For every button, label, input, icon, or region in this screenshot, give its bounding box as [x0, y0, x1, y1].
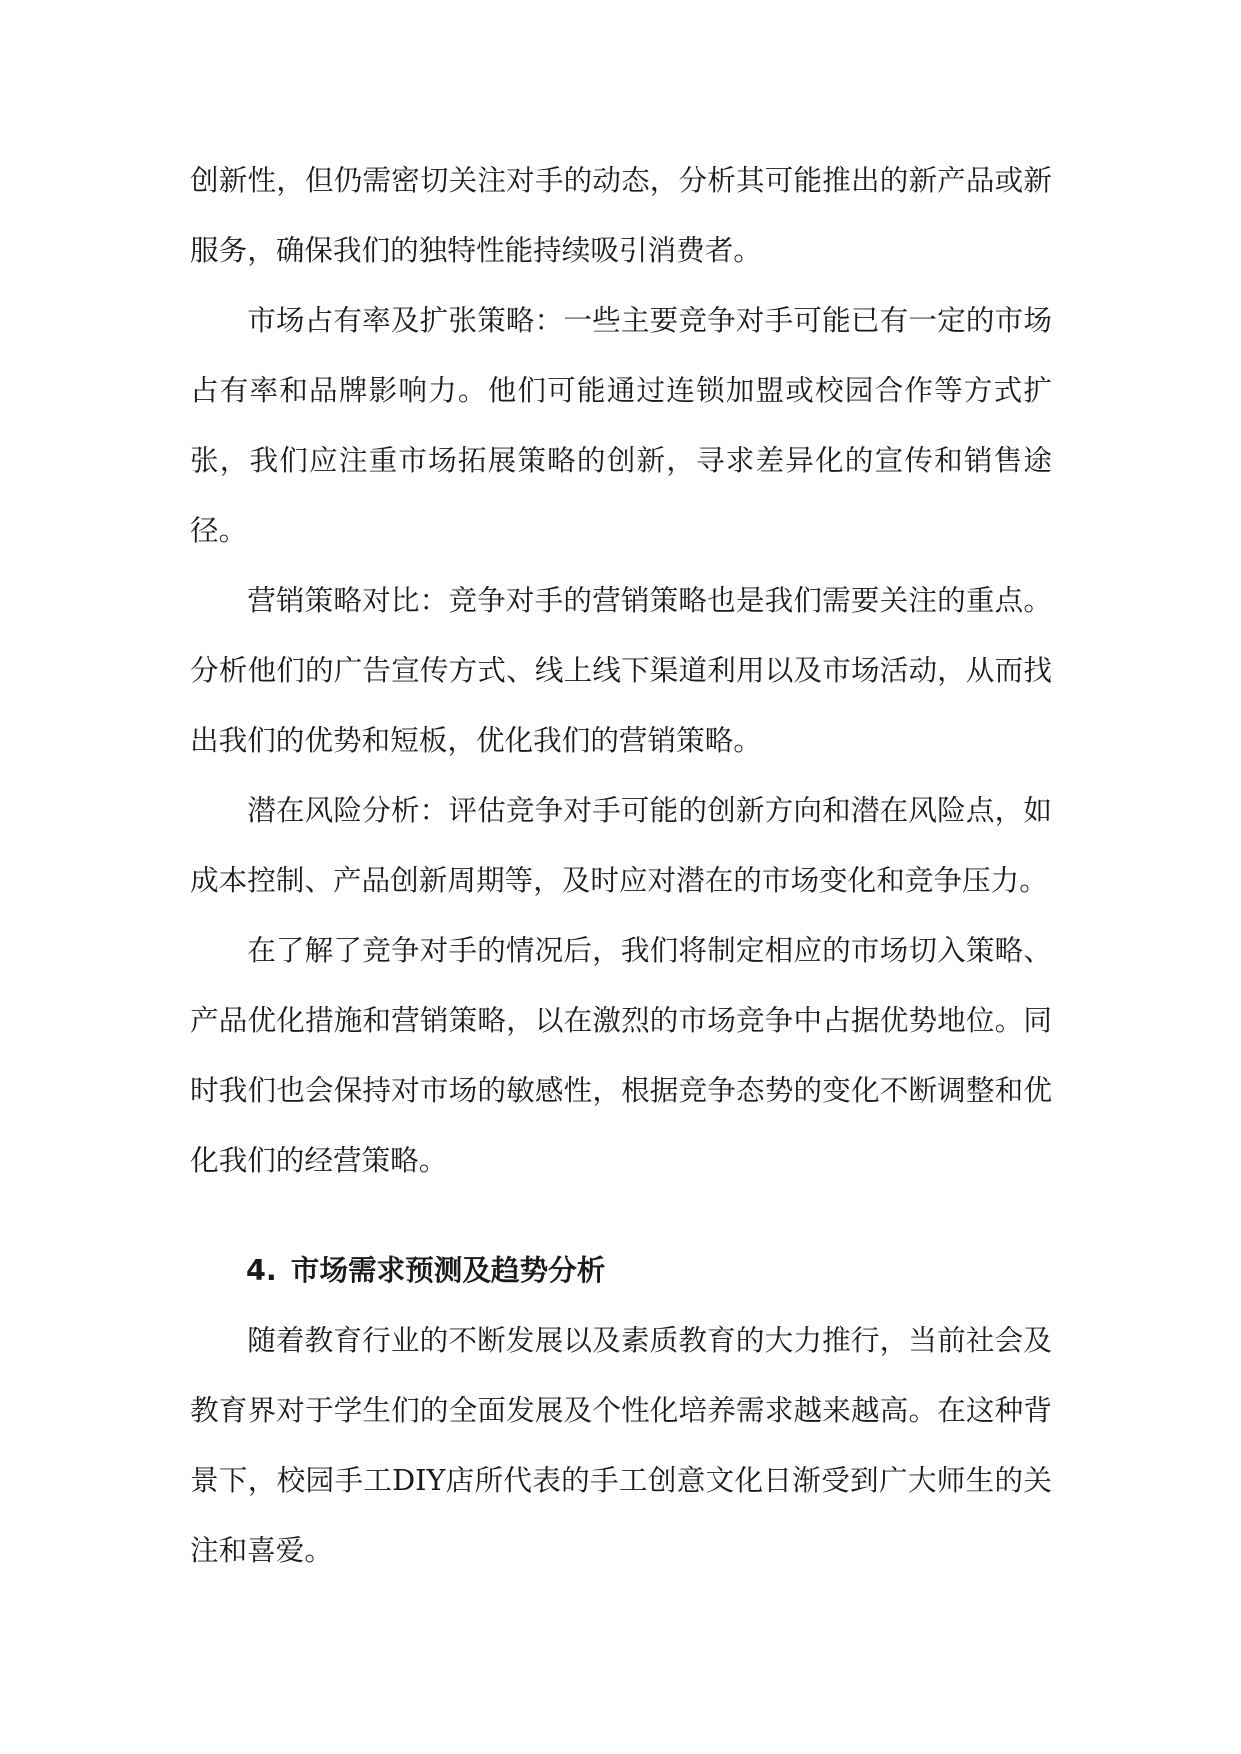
section-number: 4. [246, 1253, 277, 1287]
paragraph-demand-trend: 随着教育行业的不断发展以及素质教育的大力推行，当前社会及教育界对于学生们的全面发展及个性化培养需求越来越高。在这种背景下，校园手工DIY店所代表的手工创意文化日渐受到广大师生的关注和喜爱。 [190, 1323, 1052, 1567]
paragraph-continued: 创新性，但仍需密切关注对手的动态，分析其可能推出的新产品或新服务，确保我们的独特性能持续吸引消费者。 [190, 163, 1052, 267]
document-body [190, 145, 1052, 1585]
section-heading [190, 1235, 1052, 1305]
paragraph-market-share: 市场占有率及扩张策略：一些主要竞争对手可能已有一定的市场占有率和品牌影响力。他们可能通过连锁加盟或校园合作等方式扩张，我们应注重市场拓展策略的创新，寻求差异化的宣传和销售途径。 [190, 303, 1052, 547]
section-spacer [190, 1195, 1052, 1235]
paragraph-risk: 潜在风险分析：评估竞争对手可能的创新方向和潜在风险点，如成本控制、产品创新周期等，及时应对潜在的市场变化和竞争压力。 [190, 793, 1052, 897]
paragraph-marketing: 营销策略对比：竞争对手的营销策略也是我们需要关注的重点。分析他们的广告宣传方式、线上线下渠道利用以及市场活动，从而找出我们的优势和短板，优化我们的营销策略。 [190, 583, 1052, 757]
section-title: 市场需求预测及趋势分析 [290, 1253, 606, 1287]
paragraph-summary: 在了解了竞争对手的情况后，我们将制定相应的市场切入策略、产品优化措施和营销策略，以在激烈的市场竞争中占据优势地位。同时我们也会保持对市场的敏感性，根据竞争态势的变化不断调整和优化我们的经营策略。 [190, 933, 1052, 1177]
